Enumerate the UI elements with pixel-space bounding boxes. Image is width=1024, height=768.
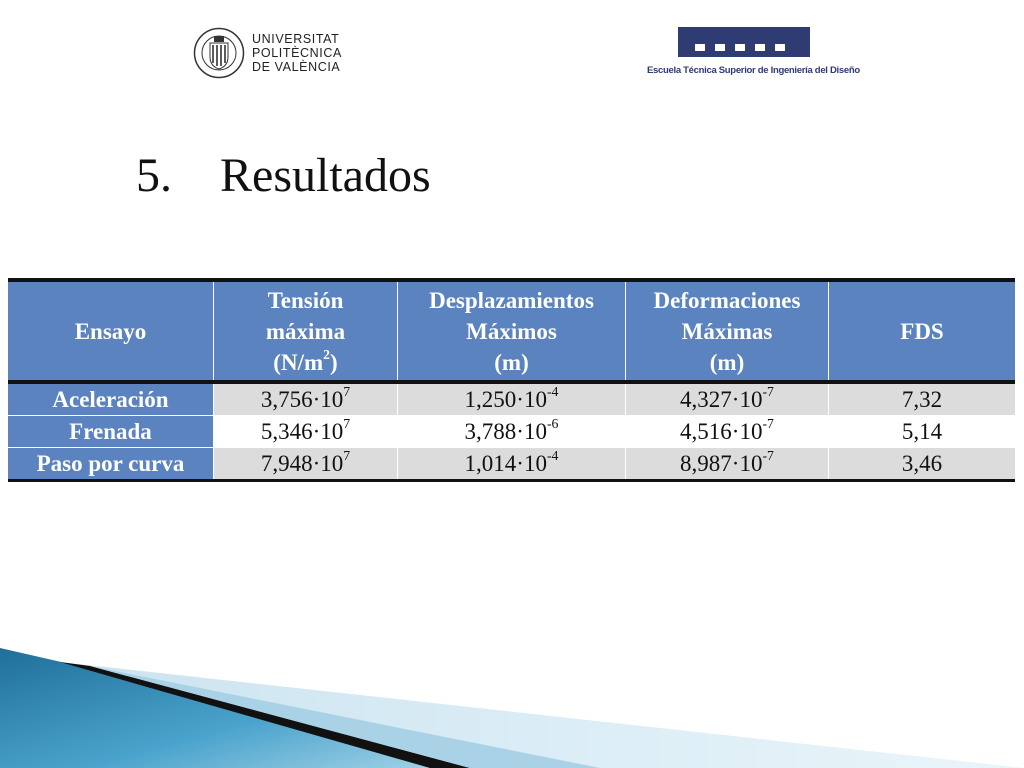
university-line-3: DE VALÈNCIA [252, 60, 341, 74]
decorative-corner-graphic [0, 640, 1024, 768]
row-ensayo: Paso por curva [8, 448, 214, 481]
table-row [8, 448, 1015, 481]
slide-title-text: Resultados [220, 149, 431, 202]
cell-desplazamiento: $3,788\cdot 10^{-6}$ [398, 416, 626, 448]
school-caption: Escuela Técnica Superior de Ingeniería del Diseño [647, 65, 860, 76]
university-seal-icon [193, 27, 245, 79]
slide-number: 5. [136, 149, 172, 202]
row-ensayo: Frenada [8, 416, 214, 448]
cell-tension: $3,756\cdot 10^7$ [214, 384, 398, 416]
slide-title [136, 148, 431, 203]
results-table [8, 278, 1015, 482]
cell-desplazamiento: $1,250\cdot 10^{-4}$ [398, 384, 626, 416]
university-name [252, 32, 342, 74]
cell-desplazamiento: $1,014\cdot 10^{-4}$ [398, 448, 626, 481]
cell-deformacion: $8,987\cdot 10^{-7}$ [626, 448, 829, 481]
table-row [8, 416, 1015, 448]
school-logo [645, 27, 860, 79]
university-line-2: POLITÈCNICA [252, 46, 342, 60]
cell-tension: $5,346\cdot 10^7$ [214, 416, 398, 448]
school-emblem-icon [678, 27, 810, 57]
column-header-deformaciones: Deformaciones Máximas (m) [626, 280, 829, 382]
table-row [8, 384, 1015, 416]
column-header-ensayo: Ensayo [8, 280, 214, 382]
cell-fds: 5,14 [829, 416, 1016, 448]
column-header-tension: Tensión máxima $(N/m^2)$ [214, 280, 398, 382]
university-line-1: UNIVERSITAT [252, 32, 340, 46]
row-ensayo: Aceleración [8, 384, 214, 416]
table-header-row [8, 280, 1015, 382]
cell-fds: 7,32 [829, 384, 1016, 416]
column-header-desplazamientos: Desplazamientos Máximos (m) [398, 280, 626, 382]
upv-logo [193, 27, 358, 81]
cell-fds: 3,46 [829, 448, 1016, 481]
cell-tension: $7,948\cdot 10^7$ [214, 448, 398, 481]
column-header-fds: FDS [829, 280, 1016, 382]
cell-deformacion: $4,327\cdot 10^{-7}$ [626, 384, 829, 416]
cell-deformacion: $4,516\cdot 10^{-7}$ [626, 416, 829, 448]
